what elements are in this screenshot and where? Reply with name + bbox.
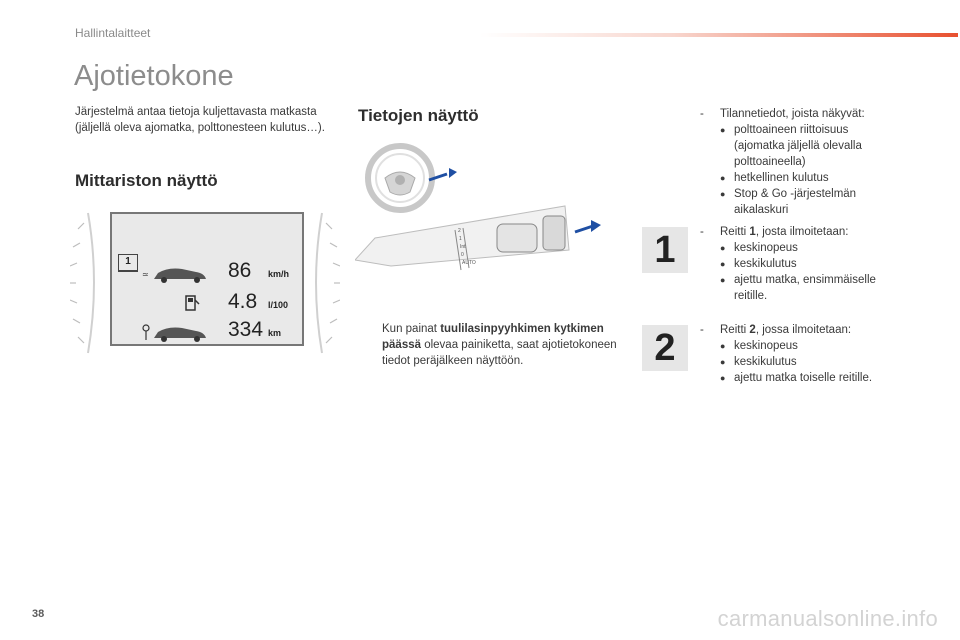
display-row-distance xyxy=(142,318,306,348)
trip-2-list xyxy=(700,338,900,386)
watermark: carmanualsonline.info xyxy=(717,606,938,631)
status-list xyxy=(700,122,900,218)
block-lead: Tilannetiedot, joista näkyvät: xyxy=(720,108,865,120)
stalk-label-int: Int xyxy=(460,244,466,250)
stalk-label-auto: AUTO xyxy=(462,260,476,266)
car-distance-icon xyxy=(142,322,222,344)
speed-value: 86 xyxy=(228,259,252,282)
list-item: ● ajettu matka toiselle reitille. xyxy=(720,370,900,386)
intro-text: Järjestelmä antaa tietoja kuljettavasta matkasta (jäljellä oleva ajomatka, polttonesteen kulutus…). xyxy=(75,106,325,134)
arrow-icon xyxy=(449,168,457,178)
consumption-unit: l/100 xyxy=(268,300,289,310)
block-lead: Reitti xyxy=(720,226,750,238)
trip-number: 1 xyxy=(749,226,756,238)
display-index: 1 xyxy=(118,254,138,272)
distance-value: 334 xyxy=(228,318,264,341)
dash: - xyxy=(700,324,704,336)
list-item: ● ajettu matka, ensimmäiselle reitille. xyxy=(720,272,900,304)
info-block-status xyxy=(700,106,900,218)
stalk-label-0: 0 xyxy=(461,252,464,258)
trip-1-badge: 1 xyxy=(642,227,688,273)
block-lead: , jossa ilmoitetaan: xyxy=(755,324,852,336)
info-block-trip-2 xyxy=(700,322,900,386)
stalk-label-1: 1 xyxy=(459,236,462,242)
display-row-speed xyxy=(142,259,306,289)
dash: - xyxy=(700,226,704,238)
list-item: ● keskikulutus xyxy=(720,256,900,272)
arrow-icon xyxy=(591,220,601,232)
page-number: 38 xyxy=(32,608,45,620)
block-lead: , josta ilmoitetaan: xyxy=(755,226,849,238)
note-prefix: Kun painat xyxy=(382,323,441,335)
trip-1-list xyxy=(700,240,900,304)
list-item: ● polttoaineen riittoisuus (ajomatka jäljellä olevalla polttoaineella) xyxy=(720,122,900,170)
trip-2-badge: 2 xyxy=(642,325,688,371)
list-item: ● Stop & Go -järjestelmän aikalaskuri xyxy=(720,186,900,218)
list-item: ● keskinopeus xyxy=(720,338,900,354)
consumption-value: 4.8 xyxy=(228,290,258,313)
header-accent-bar xyxy=(480,33,958,37)
note-suffix: olevaa painiketta, saat ajotietokoneen tiedot peräjälkeen näyttöön. xyxy=(382,339,617,367)
fuel-pump-icon xyxy=(142,294,222,316)
dashboard-heading: Mittariston näyttö xyxy=(75,171,218,190)
page-title: Ajotietokone xyxy=(74,60,234,92)
car-speed-icon xyxy=(142,263,222,285)
block-lead: Reitti xyxy=(720,324,750,336)
speed-unit: km/h xyxy=(268,269,290,279)
svg-text:≃: ≃ xyxy=(142,270,149,279)
steering-wheel-icon xyxy=(368,146,432,210)
wiper-stalk-illustration xyxy=(355,140,610,290)
display-row-consumption xyxy=(142,290,306,320)
trip-number: 2 xyxy=(749,324,756,336)
stalk-label-2: 2 xyxy=(458,228,461,234)
section-header: Hallintalaitteet xyxy=(75,26,151,40)
info-display-heading: Tietojen näyttö xyxy=(358,106,479,125)
list-item: ● keskikulutus xyxy=(720,354,900,370)
instruction-note xyxy=(362,321,624,369)
list-item: ● hetkellinen kulutus xyxy=(720,170,900,186)
list-item: ● keskinopeus xyxy=(720,240,900,256)
note-bold: tuulilasinpyyhkimen kytkimen päässä xyxy=(382,323,604,351)
lcd-display xyxy=(110,212,304,346)
dash: - xyxy=(700,108,704,120)
distance-unit: km xyxy=(268,328,282,338)
info-block-trip-1 xyxy=(700,224,900,304)
